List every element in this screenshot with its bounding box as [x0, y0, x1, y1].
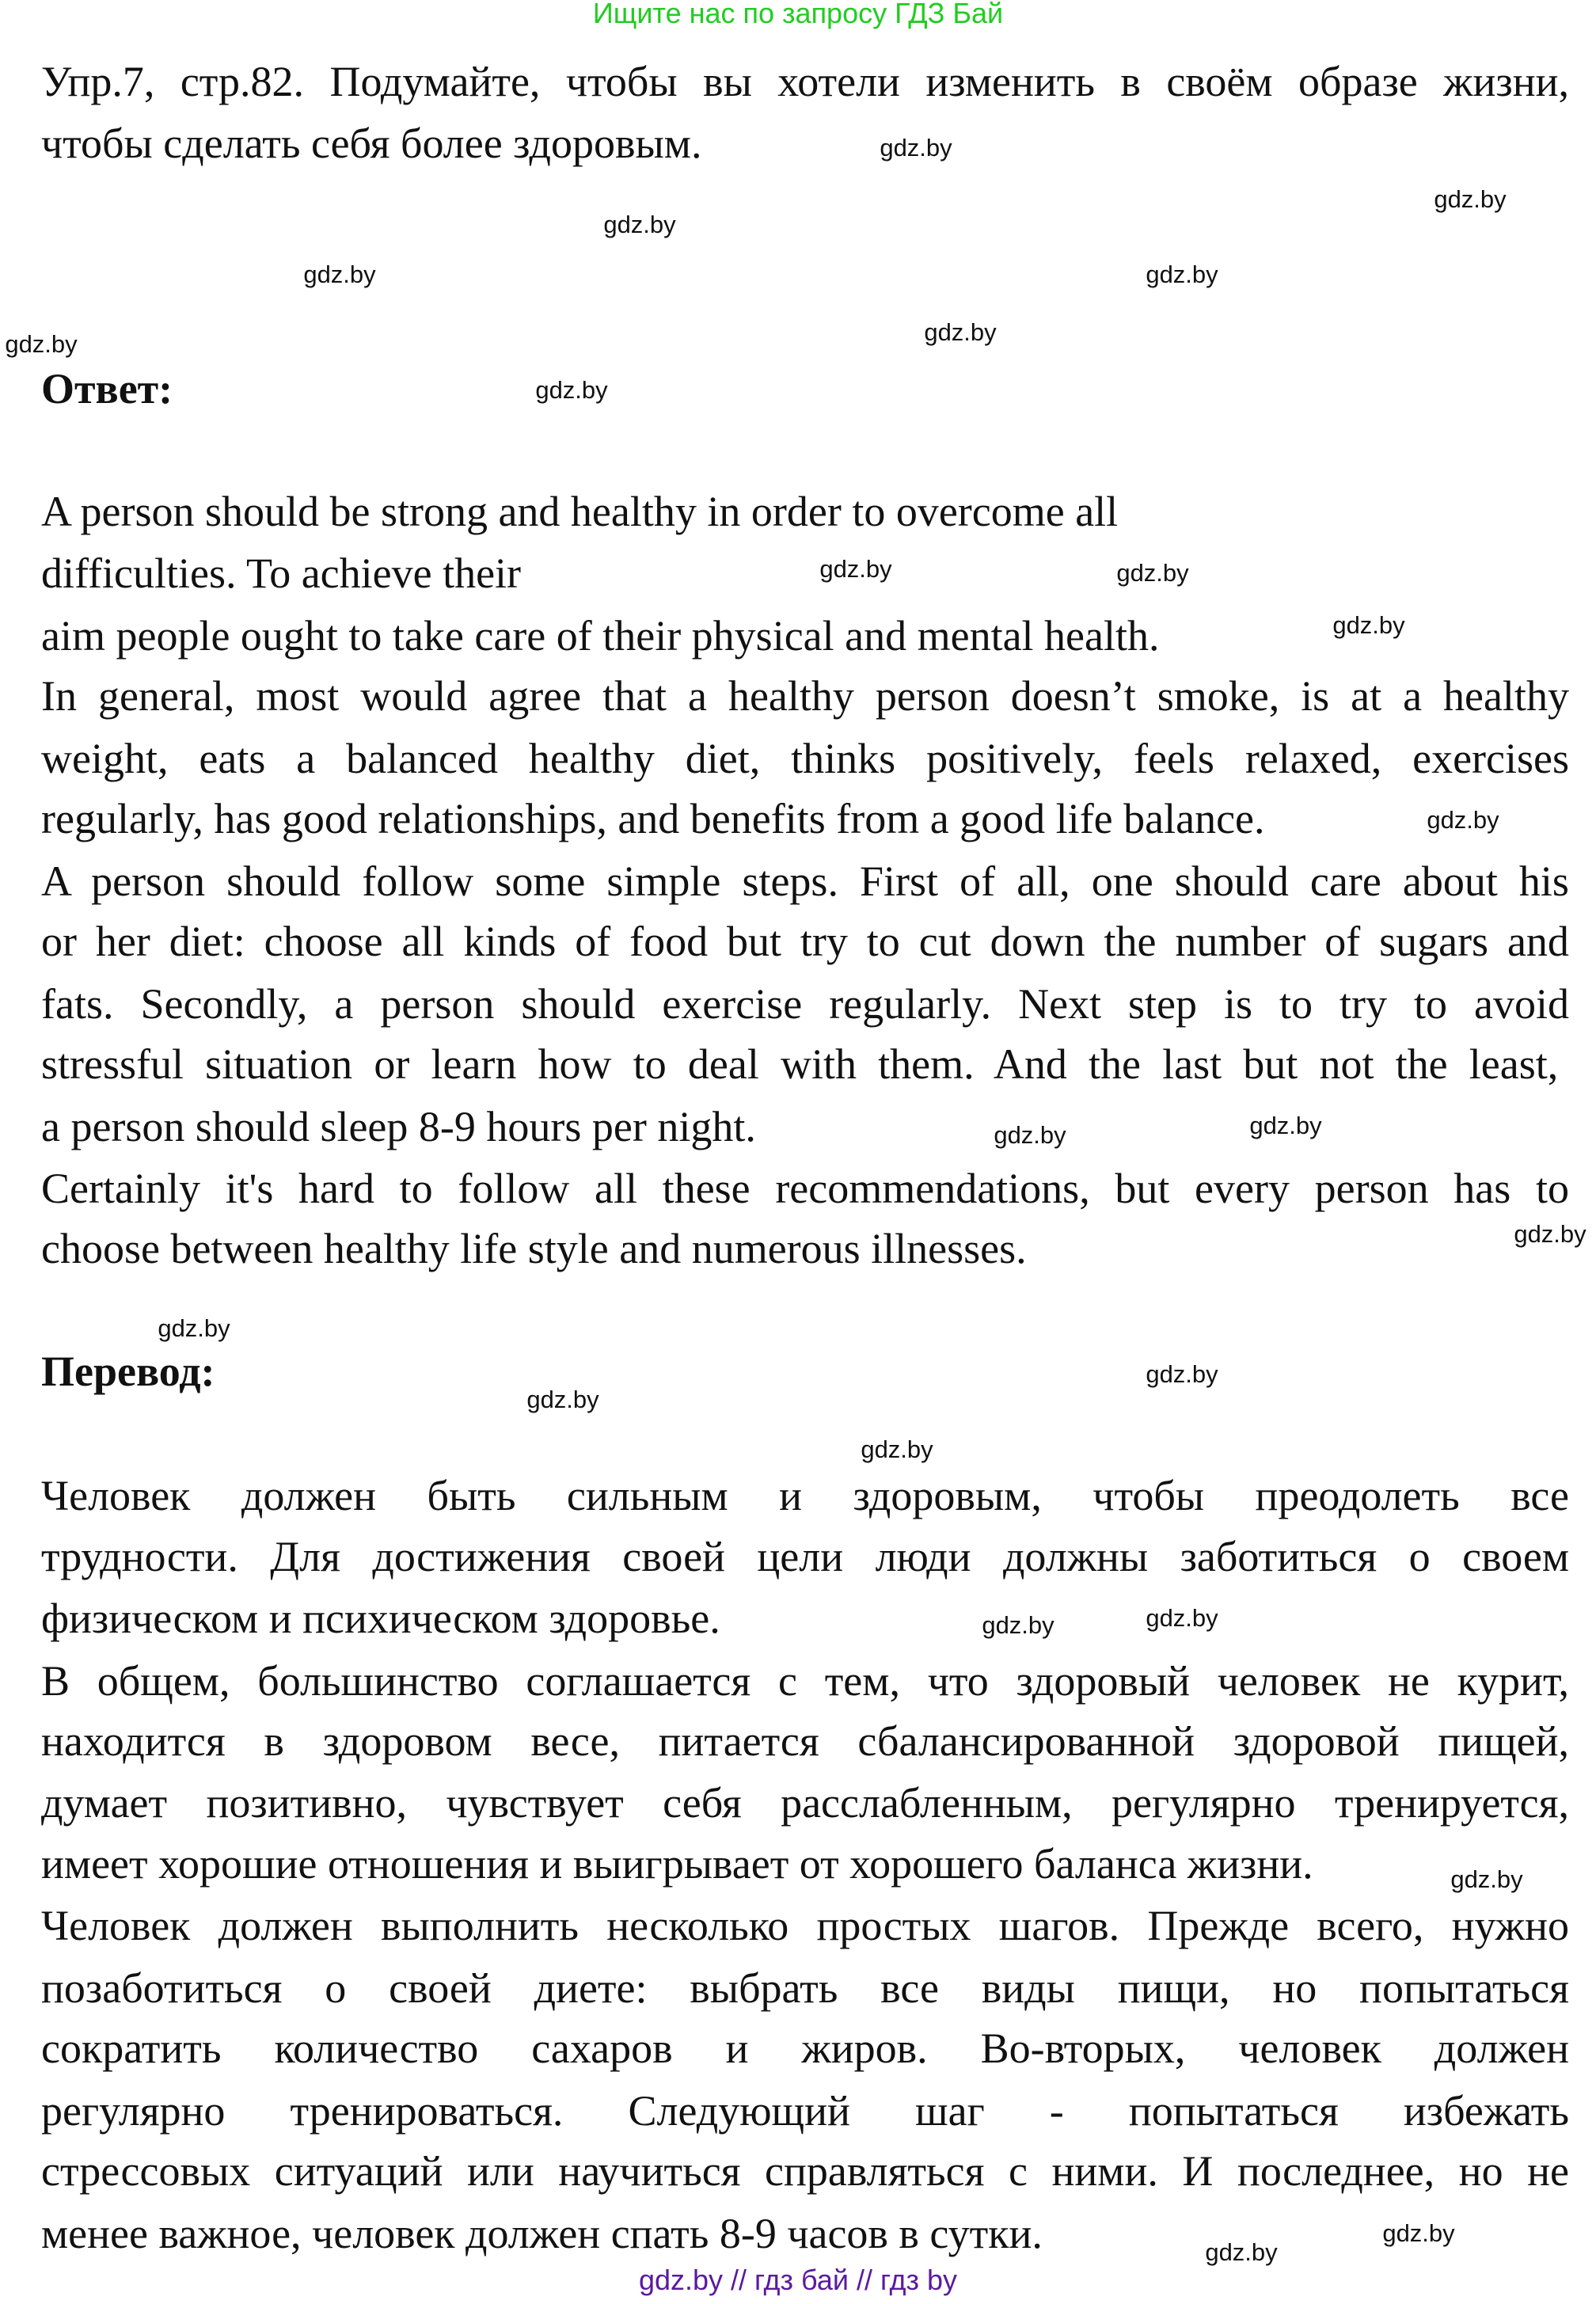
watermark-text: gdz.by — [1450, 1865, 1523, 1893]
watermark-text: gdz.by — [1146, 1360, 1218, 1388]
task-line: чтобы сделать себя более здоровым. — [41, 120, 702, 167]
translation-line: трудности. Для достижения своей цели люди должны заботиться о своем — [41, 1533, 1570, 1580]
watermark-text: gdz.by — [303, 260, 376, 288]
answer-line: regularly, has good relationships, and benefits from a good life balance. — [41, 795, 1265, 842]
answer-line: stressful situation or learn how to deal with them. And the last but not the least, — [41, 1040, 1559, 1088]
watermark-text: gdz.by — [1249, 1112, 1322, 1139]
translation-line: Человек должен выполнить несколько простых шагов. Прежде всего, нужно — [41, 1902, 1570, 1949]
answer-line: choose between healthy life style and numerous illnesses. — [41, 1225, 1027, 1272]
watermark-text: gdz.by — [1382, 2219, 1455, 2247]
watermark-text: gdz.by — [526, 1386, 599, 1413]
answer-line: a person should sleep 8-9 hours per night. — [41, 1103, 756, 1150]
answer-line: Certainly it's hard to follow all these recommendations, but every person has to — [41, 1165, 1569, 1212]
answer-line: or her diet: choose all kinds of food but try to cut down the number of sugars and — [41, 918, 1569, 965]
watermark-text: gdz.by — [603, 211, 676, 238]
watermark-text: gdz.by — [1146, 260, 1218, 288]
answer-line: A person should follow some simple steps. First of all, one should care about his — [41, 857, 1569, 905]
translation-line: имеет хорошие отношения и выигрывает от хорошего баланса жизни. — [41, 1840, 1313, 1888]
translation-line: Человек должен быть сильным и здоровым, чтобы преодолеть все — [41, 1472, 1569, 1519]
watermark-text: gdz.by — [994, 1121, 1066, 1149]
watermark-text: gdz.by — [819, 555, 892, 583]
watermark-text: gdz.by — [1434, 185, 1507, 213]
translation-line: менее важное, человек должен спать 8-9 часов в сутки. — [41, 2210, 1043, 2257]
translation-line: регулярно тренироваться. Следующий шаг - попытаться избежать — [41, 2087, 1569, 2135]
task-line: Упр.7, стр.82. Подумайте, чтобы вы хотели изменить в своём образе жизни, — [41, 58, 1570, 105]
header-banner: Ищите нас по запросу ГДЗ Бай — [592, 0, 1004, 29]
translation-line: позаботиться о своей диете: выбрать все виды пищи, но попытаться — [41, 1964, 1569, 2012]
answer-line: fats. Secondly, a person should exercise regularly. Next step is to try to avoid — [41, 980, 1569, 1028]
answer-line: aim people ought to take care of their physical and mental health. — [41, 612, 1160, 660]
watermark-text: gdz.by — [1514, 1220, 1586, 1248]
watermark-text: gdz.by — [1146, 1604, 1218, 1632]
answer-line: In general, most would agree that a healthy person doesn’t smoke, is at a healthy — [41, 672, 1569, 720]
answer-line: weight, eats a balanced healthy diet, thinks positively, feels relaxed, exercises — [41, 735, 1569, 782]
watermark-text: gdz.by — [861, 1435, 933, 1463]
footer-banner: gdz.by // гдз бай // гдз by — [638, 2264, 958, 2296]
translation-line: находится в здоровом весе, питается сбалансированной здоровой пищей, — [41, 1717, 1570, 1765]
answer-heading: Ответ: — [41, 365, 173, 413]
watermark-text: gdz.by — [880, 134, 952, 162]
watermark-text: gdz.by — [1205, 2238, 1278, 2266]
answer-line: difficulties. To achieve their — [41, 549, 522, 597]
watermark-text: gdz.by — [158, 1314, 230, 1342]
watermark-text: gdz.by — [1116, 559, 1189, 587]
translation-line: думает позитивно, чувствует себя расслабленным, регулярно тренируется, — [41, 1779, 1569, 1827]
translation-line: физическом и психическом здоровье. — [41, 1595, 720, 1642]
watermark-text: gdz.by — [982, 1611, 1054, 1639]
translation-line: стрессовых ситуаций или научиться справляться с ними. И последнее, но не — [41, 2147, 1569, 2195]
translation-heading: Перевод: — [41, 1348, 215, 1395]
watermark-text: gdz.by — [1332, 611, 1405, 639]
translation-line: сократить количество сахаров и жиров. Во-вторых, человек должен — [41, 2025, 1569, 2072]
watermark-text: gdz.by — [924, 318, 997, 346]
translation-line: В общем, большинство соглашается с тем, что здоровый человек не курит, — [41, 1657, 1569, 1705]
watermark-text: gdz.by — [1427, 806, 1499, 834]
watermark-text: gdz.by — [535, 376, 608, 404]
answer-line: A person should be strong and healthy in order to overcome all — [41, 488, 1119, 535]
watermark-text: gdz.by — [5, 330, 78, 358]
